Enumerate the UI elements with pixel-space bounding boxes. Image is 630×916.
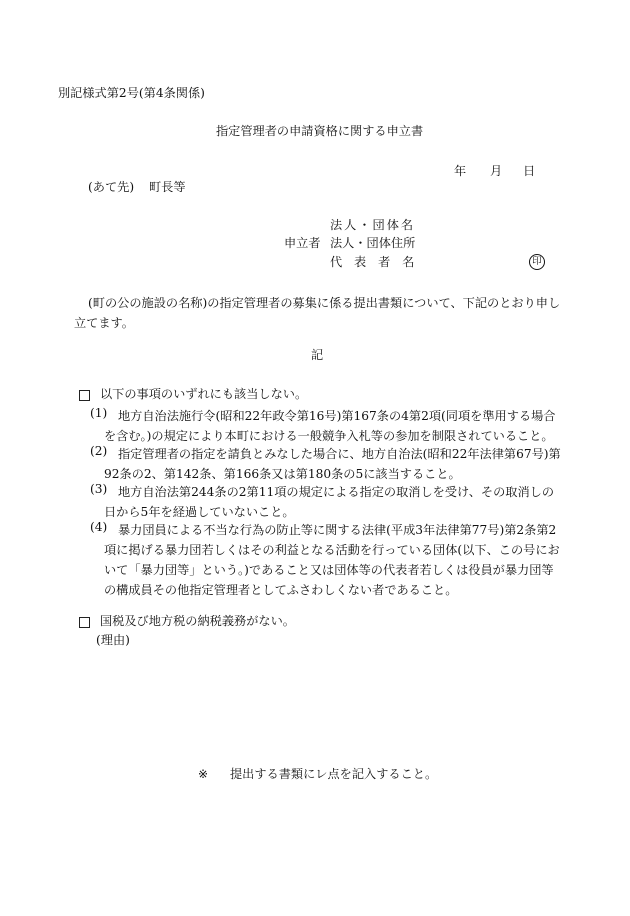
item-number: (2) <box>90 444 108 458</box>
ki-label: 記 <box>311 348 324 362</box>
section1-heading: 以下の事項のいずれにも該当しない。 <box>100 387 308 401</box>
seal-mark: 印 <box>529 254 545 270</box>
document-title: 指定管理者の申請資格に関する申立書 <box>216 124 424 138</box>
applicant-role-label: 申立者 <box>284 236 321 250</box>
date-day-label: 日 <box>523 164 536 178</box>
statement: (町の公の施設の名称)の指定管理者の募集に係る提出書類について、下記のとおり申し立てます。 <box>74 296 561 330</box>
section1-checkbox[interactable] <box>79 390 90 401</box>
item-text: 指定管理者の指定を請負とみなした場合に、地方自治法(昭和22年法律第67号)第92条の2、第142条、第166条又は第180条の5に該当すること。 <box>104 447 561 481</box>
item-text: 地方自治法施行令(昭和22年政令第16号)第167条の4第2項(同項を準用する場合を含む。)の規定により本町における一般競争入札等の参加を制限されていること。 <box>104 409 556 443</box>
addressee-prefix: (あて先) <box>88 180 135 194</box>
footnote-mark: ※ <box>198 767 209 781</box>
item-number: (1) <box>90 406 108 420</box>
corp-address-label: 法人・団体住所 <box>330 236 416 250</box>
footnote-text: 提出する書類にレ点を記入すること。 <box>230 767 438 781</box>
date-year-label: 年 <box>454 164 467 178</box>
item-number: (4) <box>90 520 108 534</box>
reason-label: (理由) <box>96 633 130 647</box>
date-month-label: 月 <box>490 164 503 178</box>
representative-label: 代 表 者 名 <box>330 255 419 269</box>
form-id: 別記様式第2号(第4条関係) <box>58 86 205 100</box>
section2-checkbox[interactable] <box>79 617 90 628</box>
corp-name-label: 法人・団体名 <box>330 218 416 232</box>
section2-heading: 国税及び地方税の納税義務がない。 <box>100 614 295 628</box>
item-number: (3) <box>90 482 108 496</box>
item-text: 地方自治法第244条の2第11項の規定による指定の取消しを受け、その取消しの日から5年を経過していないこと。 <box>104 485 555 519</box>
addressee-name: 町長等 <box>149 180 186 194</box>
item-text: 暴力団員による不当な行為の防止等に関する法律(平成3年法律第77号)第2条第2項に掲げる暴力団若しくはその利益となる活動を行っている団体(以下、この号において「暴力団等」という。)であること又は団体等の代表者若しくは役員が暴力団等の構成員その他指定管理者としてふさわしくない者であること。 <box>104 523 560 597</box>
